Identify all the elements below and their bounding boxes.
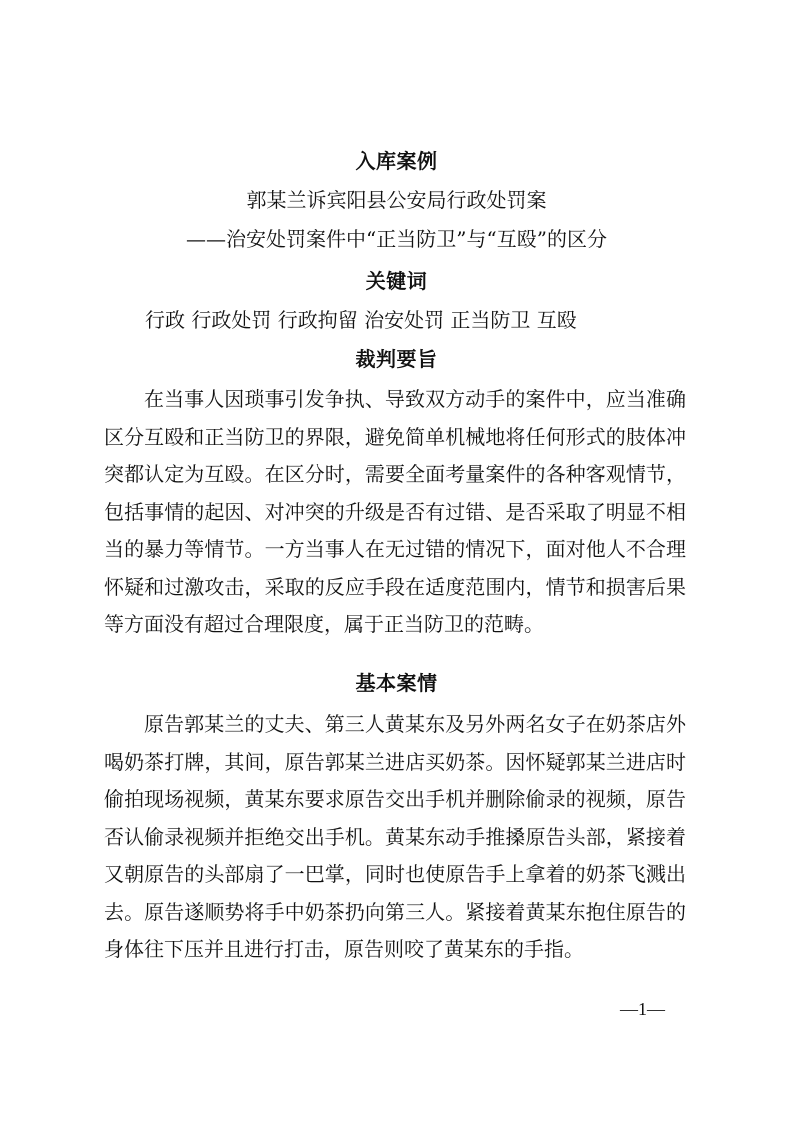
case-subtitle: ——治安处罚案件中“正当防卫”与“互殴”的区分 [186, 227, 607, 251]
facts-paragraph: 原告郭某兰的丈夫、第三人黄某东及另外两名女子在奶茶店外喝奶茶打牌，其间，原告郭某兰进店买奶茶。因怀疑郭某兰进店时偷拍现场视频，黄某东要求原告交出手机并删除偷录的视频，原告否认偷录视频并拒绝交出手机。黄某东动手推搡原告头部，紧接着又朝原告的头部扇了一巴掌，同时也使原告手上拿着的奶茶飞溅出去。原告遂顺势将手中奶茶扔向第三人。紧接着黄某东抱住原告的身体往下压并且进行打击，原告则咬了黄某东的手指。 [104, 712, 686, 961]
section-heading-ruling: 裁判要旨 [355, 347, 438, 371]
page-number: —1— [620, 999, 665, 1019]
case-title: 郭某兰诉宾阳县公安局行政处罚案 [246, 188, 547, 212]
section-heading-case: 入库案例 [355, 149, 438, 173]
section-heading-keywords: 关键词 [365, 269, 428, 293]
keywords-line: 行政 行政处罚 行政拘留 治安处罚 正当防卫 互殴 [145, 308, 577, 332]
ruling-paragraph: 在当事人因琐事引发争执、导致双方动手的案件中，应当准确区分互殴和正当防卫的界限，避免简单机械地将任何形式的肢体冲突都认定为互殴。在区分时，需要全面考量案件的各种客观情节，包括事情的起因、对冲突的升级是否有过错、是否采取了明显不相当的暴力等情节。一方当事人在无过错的情况下，面对他人不合理怀疑和过激攻击，采取的反应手段在适度范围内，情节和损害后果等方面没有超过合理限度，属于正当防卫的范畴。 [104, 387, 686, 636]
section-heading-facts: 基本案情 [355, 671, 438, 695]
